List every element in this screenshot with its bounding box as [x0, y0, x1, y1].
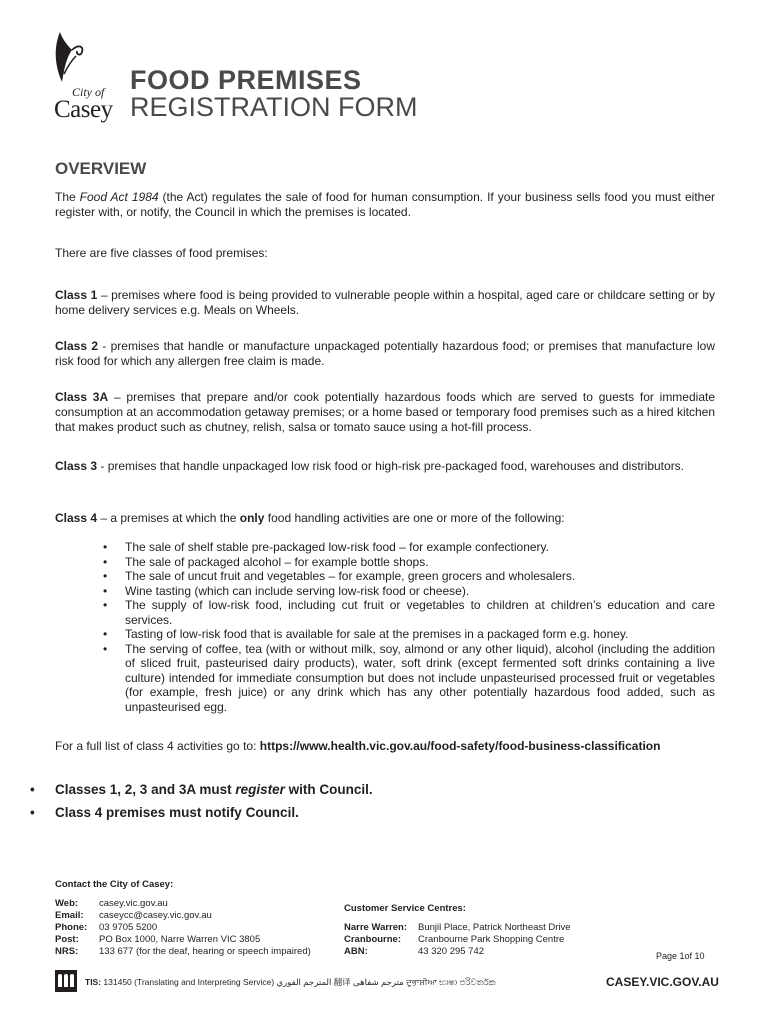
list-item: • The sale of uncut fruit and vegetables – for example, green grocers and wholesalers. [100, 569, 715, 584]
email-link[interactable]: caseycc@casey.vic.gov.au [99, 910, 212, 921]
service-centres-details [344, 922, 571, 958]
contact-label: Web: [55, 898, 79, 909]
overview-heading: OVERVIEW [55, 159, 147, 178]
list-item: • Wine tasting (which can include serving low-risk food or cheese). [100, 584, 715, 599]
logo-casey: Casey [54, 96, 113, 123]
centre-value: Cranbourne Park Shopping Centre [418, 934, 565, 945]
centre-value: Bunjil Place, Patrick Northeast Drive [418, 922, 571, 933]
register-requirement: • Classes 1, 2, 3 and 3A must register with Council. [30, 782, 373, 805]
class-1-description: Class 1 – premises where food is being provided to vulnerable people within a hospital, aged care or childcare setting or by home delivery services e.g. Meals on Wheels. [55, 288, 715, 317]
interpreter-icon [55, 970, 77, 992]
phone-value: 03 9705 5200 [99, 922, 158, 933]
list-item: • The supply of low-risk food, including cut fruit or vegetables to children at children’s education and care services. [100, 598, 715, 627]
class-2-description: Class 2 - premises that handle or manufacture unpackaged potentially hazardous food; or premises that manufacture low risk food for which any allergen free claim is made. [55, 339, 716, 368]
page-title-line1: FOOD PREMISES [130, 65, 362, 95]
service-centres-heading: Customer Service Centres: [344, 903, 466, 914]
page-number: Page 1of 10 [656, 951, 705, 961]
web-link[interactable]: casey.vic.gov.au [99, 898, 168, 909]
website-link[interactable]: CASEY.VIC.GOV.AU [606, 975, 719, 989]
list-item: • Tasting of low-risk food that is available for sale at the premises in a packaged form e.g. honey. [100, 627, 715, 642]
city-of-casey-logo [52, 30, 114, 122]
contact-label: Email: [55, 910, 84, 921]
list-item: • The sale of packaged alcohol – for example bottle shops. [100, 555, 715, 570]
list-item: • The sale of shelf stable pre-packaged low-risk food – for example confectionery. [100, 540, 715, 555]
post-value: PO Box 1000, Narre Warren VIC 3805 [99, 934, 261, 945]
notify-requirement: • Class 4 premises must notify Council. [30, 805, 373, 828]
contact-details [55, 898, 311, 958]
centre-label: Cranbourne: [344, 934, 401, 945]
contact-label: Phone: [55, 922, 88, 933]
nrs-value: 133 677 (for the deaf, hearing or speech impaired) [99, 946, 311, 957]
abn-label: ABN: [344, 946, 368, 957]
overview-intro: The Food Act 1984 (the Act) regulates the sale of food for human consumption. If your business sells food you must either register with, or notify, the Council in which the premises is located. [55, 190, 715, 219]
class-3-description: Class 3 - premises that handle unpackaged low risk food or high-risk pre-packaged food, warehouses and distributors. [55, 459, 685, 473]
centre-label: Narre Warren: [344, 922, 408, 933]
logo-city-of: City of [72, 85, 105, 99]
list-item: • The serving of coffee, tea (with or without milk, soy, almond or any other liquid), alcohol (including the addition of sliced fruit, pasteurised dairy products), water, soft drink (except fermented soft drinks containing a live culture) intended for immediate consumption but does not include unpasteurised processed fruit or vegetables (for example, fresh juice) or any drink which has any other potentially hazardous food added, such as unpasteurised egg. [100, 642, 715, 715]
leaf-logo-icon [52, 30, 86, 86]
contact-label: NRS: [55, 946, 79, 957]
abn-value: 43 320 295 742 [418, 946, 485, 957]
contact-heading: Contact the City of Casey: [55, 879, 174, 890]
full-list-text: For a full list of class 4 activities go to: https://www.health.vic.gov.au/food-safety/food-business-classification [55, 739, 661, 753]
class-4-activities-list [100, 540, 715, 714]
requirements-list [30, 782, 373, 828]
page-title-line2: REGISTRATION FORM [130, 92, 418, 122]
five-classes-text: There are five classes of food premises: [55, 246, 268, 260]
contact-label: Post: [55, 934, 79, 945]
class-3a-description: Class 3A – premises that prepare and/or cook potentially hazardous foods which are served to guests for immediate consumption at an accommodation getaway premises; or a home based or temporary food premises such as a hired kitchen that makes product such as chutney, relish, salsa or tomato sauce using a hot-fill process. [55, 390, 716, 434]
class-4-description: Class 4 – a premises at which the only food handling activities are one or more of the following: [55, 511, 565, 525]
tis-info: TIS: 131450 (Translating and Interpreting Service) المترجم الفوري 翻译 مترجم شفاهی ਦੁਭਾਸ਼ੀਆ භාෂා පරිවර්තක [85, 977, 496, 987]
classification-link[interactable]: https://www.health.vic.gov.au/food-safety/food-business-classification [259, 739, 661, 753]
